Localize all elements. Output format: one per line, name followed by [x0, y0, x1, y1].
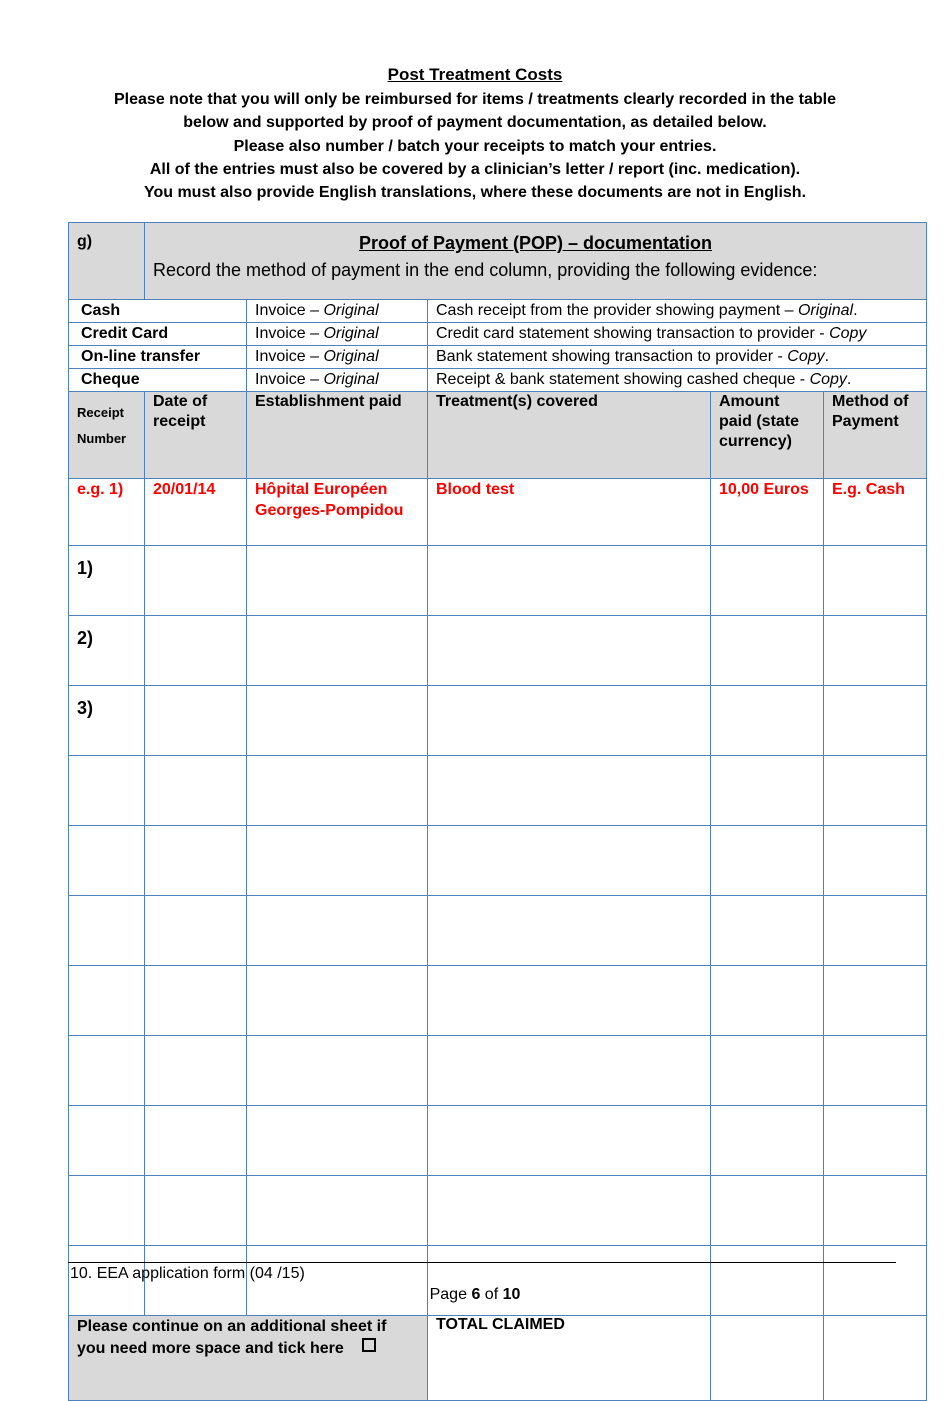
section-subtitle: Record the method of payment in the end column, providing the following evidence: [153, 260, 818, 280]
page-header [0, 62, 950, 204]
establishment-field[interactable] [247, 1036, 428, 1106]
method-row-cheque [69, 369, 927, 392]
col-date: Date of receipt [145, 392, 247, 479]
treatment-field[interactable] [428, 1106, 711, 1176]
amount-field[interactable] [711, 896, 824, 966]
establishment-field[interactable] [247, 1176, 428, 1246]
method-name: On-line transfer [69, 346, 247, 369]
page-number: Page 6 of 10 [429, 1286, 521, 1303]
date-field[interactable] [145, 826, 247, 896]
method-field[interactable] [824, 1246, 927, 1316]
receipt-number[interactable] [69, 1106, 145, 1176]
method-evidence: Receipt & bank statement showing cashed cheque - Copy. [428, 369, 927, 392]
treatment-field[interactable] [428, 966, 711, 1036]
method-invoice: Invoice – Original [247, 300, 428, 323]
method-name: Credit Card [69, 323, 247, 346]
method-invoice: Invoice – Original [247, 369, 428, 392]
table-row [69, 546, 927, 616]
example-establishment: Hôpital Européen Georges-Pompidou [247, 479, 428, 546]
method-field[interactable] [824, 686, 927, 756]
method-evidence: Credit card statement showing transaction to provider - Copy [428, 323, 927, 346]
method-evidence: Bank statement showing transaction to provider - Copy. [428, 346, 927, 369]
total-method-field[interactable] [824, 1316, 927, 1401]
receipt-number: 3) [69, 686, 145, 756]
receipt-number[interactable] [69, 756, 145, 826]
table-row [69, 756, 927, 826]
treatment-field[interactable] [428, 686, 711, 756]
treatment-field[interactable] [428, 896, 711, 966]
treatment-field[interactable] [428, 616, 711, 686]
method-field[interactable] [824, 1106, 927, 1176]
example-treatment: Blood test [428, 479, 711, 546]
page-title: Post Treatment Costs [387, 65, 563, 84]
method-field[interactable] [824, 546, 927, 616]
date-field[interactable] [145, 966, 247, 1036]
establishment-field[interactable] [247, 686, 428, 756]
column-header-row [69, 392, 927, 479]
table-row [69, 1176, 927, 1246]
example-number: e.g. 1) [69, 479, 145, 546]
instruction-line: Please note that you will only be reimbursed for items / treatments clearly recorded in the table [114, 91, 836, 108]
instruction-line: All of the entries must also be covered by a clinician’s letter / report (inc. medication). [149, 160, 801, 178]
receipt-number[interactable] [69, 966, 145, 1036]
col-amount: Amount paid (state currency) [711, 392, 824, 479]
date-field[interactable] [145, 896, 247, 966]
method-invoice: Invoice – Original [247, 323, 428, 346]
amount-field[interactable] [711, 1106, 824, 1176]
total-amount-field[interactable] [711, 1316, 824, 1401]
date-field[interactable] [145, 1106, 247, 1176]
table-row [69, 616, 927, 686]
treatment-field[interactable] [428, 1246, 711, 1316]
amount-field[interactable] [711, 546, 824, 616]
table-row [69, 686, 927, 756]
establishment-field[interactable] [247, 1106, 428, 1176]
table-row [69, 1106, 927, 1176]
table-row [69, 896, 927, 966]
receipt-number[interactable] [69, 1176, 145, 1246]
receipt-number[interactable] [69, 1036, 145, 1106]
pop-table [68, 222, 927, 1401]
amount-field[interactable] [711, 686, 824, 756]
treatment-field[interactable] [428, 826, 711, 896]
example-date: 20/01/14 [145, 479, 247, 546]
table-row [69, 966, 927, 1036]
date-field[interactable] [145, 756, 247, 826]
form-identifier: 10. EEA application form (04 /15) [70, 1265, 305, 1282]
instruction-line: You must also provide English translations, where these documents are not in English. [143, 184, 807, 202]
section-header [145, 223, 927, 300]
treatment-field[interactable] [428, 1176, 711, 1246]
section-title: Proof of Payment (POP) – documentation [358, 233, 713, 253]
method-name: Cash [69, 300, 247, 323]
treatment-field[interactable] [428, 756, 711, 826]
tick-checkbox[interactable] [362, 1338, 376, 1352]
amount-field[interactable] [711, 826, 824, 896]
footer-divider [68, 1262, 896, 1263]
method-invoice: Invoice – Original [247, 346, 428, 369]
instruction-line: Please also number / batch your receipts to match your entries. [233, 137, 717, 155]
amount-field[interactable] [711, 1246, 824, 1316]
receipt-number: 1) [69, 546, 145, 616]
method-field[interactable] [824, 966, 927, 1036]
method-field[interactable] [824, 1176, 927, 1246]
date-field[interactable] [145, 546, 247, 616]
col-method: Method of Payment [824, 392, 927, 479]
amount-field[interactable] [711, 616, 824, 686]
method-evidence: Cash receipt from the provider showing payment – Original. [428, 300, 927, 323]
method-field[interactable] [824, 756, 927, 826]
amount-field[interactable] [711, 966, 824, 1036]
example-row [69, 479, 927, 546]
col-establishment: Establishment paid [247, 392, 428, 479]
col-treatment: Treatment(s) covered [428, 392, 711, 479]
establishment-field[interactable] [247, 896, 428, 966]
continue-note: Please continue on an additional sheet if you need more space and tick here [77, 1318, 387, 1357]
establishment-field[interactable] [247, 826, 428, 896]
example-method: E.g. Cash [824, 479, 927, 546]
date-field[interactable] [145, 1176, 247, 1246]
method-row-cash [69, 300, 927, 323]
example-amount: 10,00 Euros [711, 479, 824, 546]
establishment-field[interactable] [247, 966, 428, 1036]
treatment-field[interactable] [428, 1036, 711, 1106]
table-row [69, 826, 927, 896]
treatment-field[interactable] [428, 546, 711, 616]
method-name: Cheque [69, 369, 247, 392]
receipt-number[interactable] [69, 826, 145, 896]
section-label: g) [69, 223, 145, 300]
method-field[interactable] [824, 616, 927, 686]
continue-note-cell [69, 1316, 428, 1401]
date-field[interactable] [145, 686, 247, 756]
date-field[interactable] [145, 1036, 247, 1106]
receipt-number[interactable] [69, 896, 145, 966]
method-row-online-transfer [69, 346, 927, 369]
method-row-credit-card [69, 323, 927, 346]
amount-field[interactable] [711, 1036, 824, 1106]
table-row [69, 1036, 927, 1106]
method-field[interactable] [824, 896, 927, 966]
date-field[interactable] [145, 616, 247, 686]
total-claimed-label: TOTAL CLAIMED [428, 1316, 711, 1401]
method-field[interactable] [824, 1036, 927, 1106]
establishment-field[interactable] [247, 756, 428, 826]
instruction-line: below and supported by proof of payment documentation, as detailed below. [183, 114, 767, 132]
establishment-field[interactable] [247, 616, 428, 686]
establishment-field[interactable] [247, 546, 428, 616]
col-receipt-number: Receipt Number [69, 392, 145, 479]
method-field[interactable] [824, 826, 927, 896]
total-row [69, 1316, 927, 1401]
amount-field[interactable] [711, 756, 824, 826]
amount-field[interactable] [711, 1176, 824, 1246]
receipt-number: 2) [69, 616, 145, 686]
